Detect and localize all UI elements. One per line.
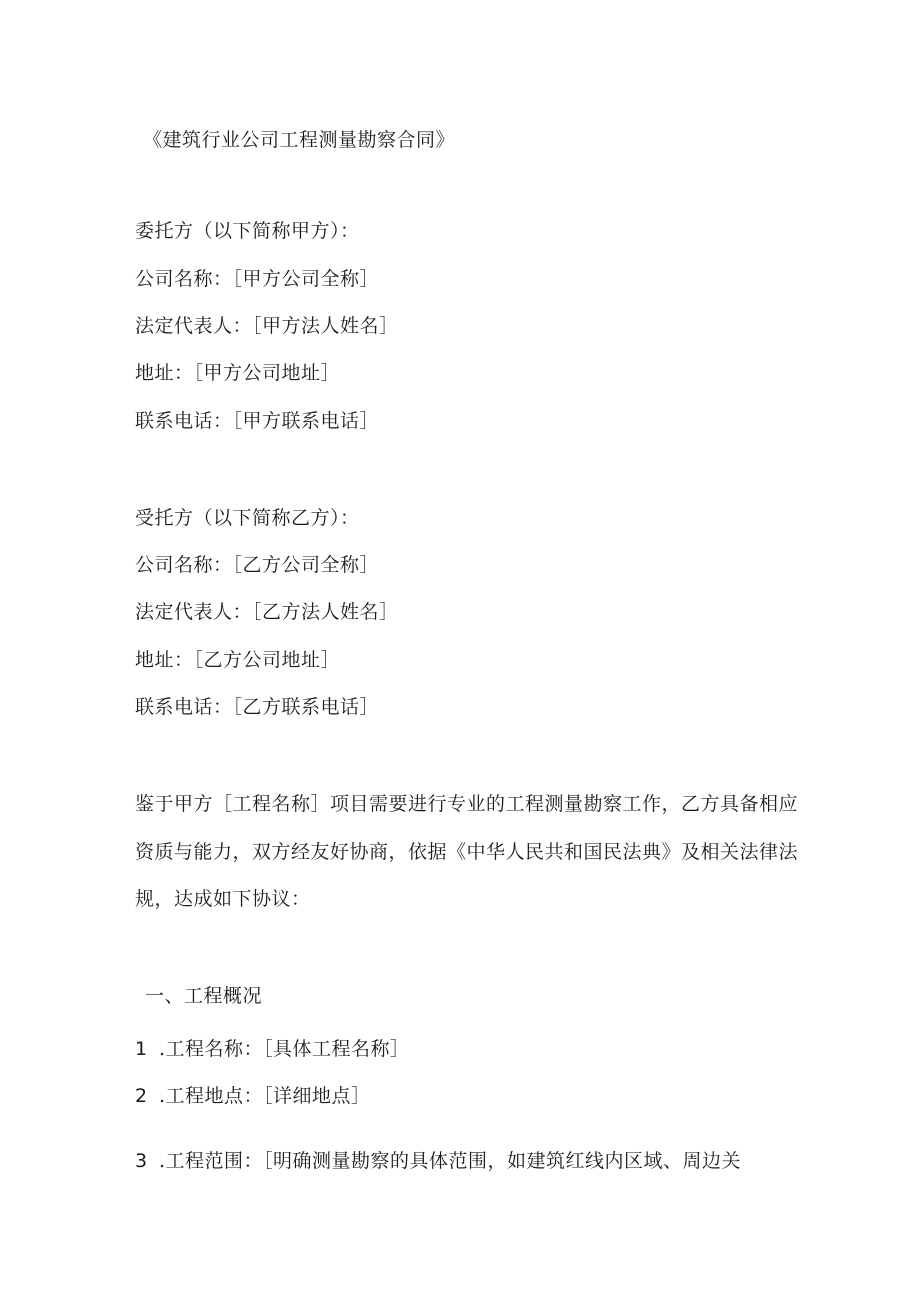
preamble-line-1: 鉴于甲方［工程名称］项目需要进行专业的工程测量勘察工作，乙方具备相应 bbox=[135, 793, 799, 815]
party-b-address: 地址：［乙方公司地址］ bbox=[135, 649, 341, 671]
item-text: .工程名称：［具体工程名称］ bbox=[159, 1038, 410, 1060]
section-1-item bbox=[135, 1037, 410, 1061]
party-a-address: 地址：［甲方公司地址］ bbox=[135, 362, 341, 384]
preamble-line-3: 规，达成如下协议： bbox=[135, 888, 311, 910]
party-b-representative: 法定代表人：［乙方法人姓名］ bbox=[135, 601, 399, 623]
section-1-heading: 一、工程概况 bbox=[145, 985, 263, 1007]
item-number: 3 bbox=[135, 1150, 148, 1172]
item-text: .工程范围：［明确测量勘察的具体范围，如建筑红线内区域、周边关 bbox=[159, 1150, 742, 1172]
document-title: 《建筑行业公司工程测量勘察合同》 bbox=[143, 129, 456, 151]
party-a-representative: 法定代表人：［甲方法人姓名］ bbox=[135, 315, 399, 337]
party-b-heading: 受托方（以下简称乙方）： bbox=[135, 507, 360, 529]
item-number: 2 bbox=[135, 1085, 148, 1107]
party-a-heading: 委托方（以下简称甲方）： bbox=[135, 220, 360, 242]
section-1-item bbox=[135, 1084, 371, 1108]
party-b-phone: 联系电话：［乙方联系电话］ bbox=[135, 696, 380, 718]
party-b-company: 公司名称：［乙方公司全称］ bbox=[135, 554, 380, 576]
item-text: .工程地点：［详细地点］ bbox=[159, 1085, 371, 1107]
section-1-item bbox=[135, 1149, 741, 1173]
party-a-company: 公司名称：［甲方公司全称］ bbox=[135, 268, 380, 290]
preamble-line-2: 资质与能力，双方经友好协商，依据《中华人民共和国民法典》及相关法律法 bbox=[135, 841, 799, 863]
item-number: 1 bbox=[135, 1038, 148, 1060]
party-a-phone: 联系电话：［甲方联系电话］ bbox=[135, 410, 380, 432]
